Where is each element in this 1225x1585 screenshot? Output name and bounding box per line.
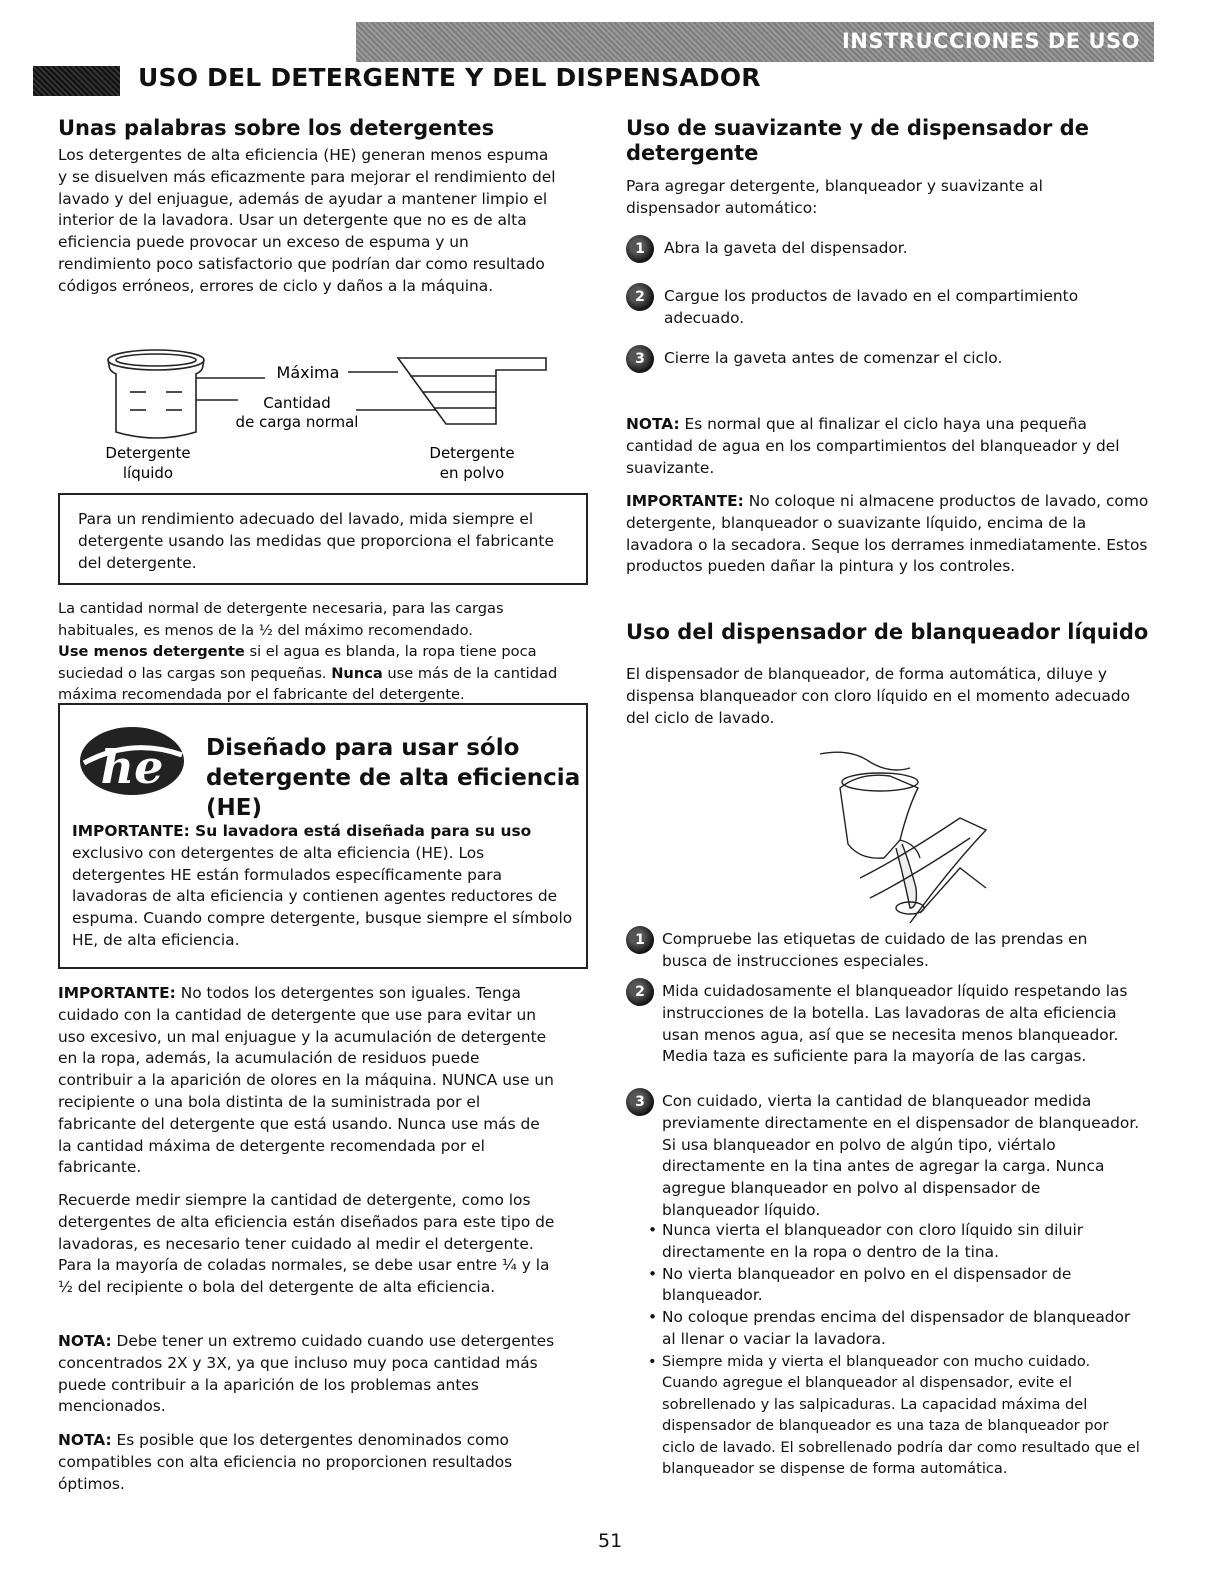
bullet-item: • Nunca vierta el blanqueador con cloro líquido sin diluir directamente en la ropa o dentro de la tina.	[646, 1220, 1146, 1264]
paragraph-dispenser-note	[626, 414, 1151, 479]
banner-title: INSTRUCCIONES DE USO	[841, 29, 1140, 53]
note1-text: Debe tener un extremo cuidado cuando use detergentes concentrados 2X y 3X, ya que incluso muy poca cantidad más puede contribuir a la aparición de los problemas antes mencionados.	[58, 1332, 555, 1416]
note1-label: NOTA:	[58, 1332, 112, 1350]
dispenser-important-text: No coloque ni almacene productos de lavado, como detergente, blanqueador o suavizante líquido, encima de la lavadora o la secadora. Seque los derrames inmediatamente. Estos productos pueden dañar la pintura y los controles.	[626, 492, 1149, 576]
header-banner	[356, 22, 1154, 62]
heading-bleach: Uso del dispensador de blanqueador líquido	[626, 620, 1149, 644]
bleach-bullet-list	[646, 1220, 1146, 1480]
he-title	[206, 733, 586, 823]
dispenser-note-label: NOTA:	[626, 415, 680, 433]
normal-amount-text: La cantidad normal de detergente necesaria, para las cargas habituales, es menos de la ½ del máximo recomendado.	[58, 600, 504, 639]
figure-label-normal-2: de carga normal	[235, 413, 359, 431]
pouring-bleach-illustration	[800, 748, 990, 923]
step-number-icon: 1	[626, 235, 654, 263]
paragraph-normal-amount	[58, 598, 588, 706]
dispenser-important-label: IMPORTANTE:	[626, 492, 744, 510]
he-title-line-2: detergente de alta eficiencia (HE)	[206, 765, 581, 821]
figure-label-powder-2: en polvo	[439, 464, 505, 482]
powder-scoop-icon	[348, 358, 546, 424]
detergent-measure-figure	[80, 338, 560, 488]
important-text: No todos los detergentes son iguales. Tenga cuidado con la cantidad de detergente que use para evitar un uso excesivo, un mal enjuague y la acumulación de detergente en la ropa, además, la acumulación de residuos puede contribuir a la aparición de olores en la máquina. NUNCA use un recipiente o una bola distinta de la suministrada por el fabricante del detergente que está usando. Nunca use más de la cantidad máxima de detergente recomendada por el fabricante.	[58, 984, 554, 1177]
he-notice-box	[58, 703, 588, 969]
heading-dispenser: Uso de suavizante y de dispensador de detergente	[626, 116, 1089, 165]
step-number-icon: 3	[626, 1088, 654, 1116]
paragraph-note-concentrated	[58, 1331, 558, 1418]
section-marker-bar	[33, 66, 120, 96]
step-number-icon: 2	[626, 978, 654, 1006]
he-important-label: IMPORTANTE: Su lavadora está diseñada para su uso	[72, 822, 532, 840]
figure-label-max: Máxima	[276, 363, 340, 382]
he-important-paragraph	[72, 821, 578, 952]
paragraph-dispenser-important	[626, 491, 1151, 578]
paragraph-note-compatible	[58, 1430, 558, 1495]
paragraph-important	[58, 983, 558, 1179]
step-number-icon: 2	[626, 283, 654, 311]
bullet-item: • Siempre mida y vierta el blanqueador con mucho cuidado. Cuando agregue el blanqueador al dispensador, evite el sobrellenado y las salpicaduras. La capacidad máxima del dispensador de blanqueador es una taza de blanqueador por ciclo de lavado. El sobrellenado podría dar como resultado que el blanqueador se dispense de forma automática.	[646, 1351, 1146, 1480]
page-number: 51	[598, 1530, 623, 1552]
important-label: IMPORTANTE:	[58, 984, 176, 1002]
paragraph-remember: Recuerde medir siempre la cantidad de detergente, como los detergentes de alta eficiencia están diseñados para este tipo de lavadoras, es necesario tener cuidado al medir el detergente. Para la mayoría de coladas normales, se debe usar entre ¼ y la ½ del recipiente o bola del detergente de alta eficiencia.	[58, 1191, 555, 1297]
paragraph-intro: Los detergentes de alta eficiencia (HE) generan menos espuma y se disuelven más eficazmente para mejorar el rendimiento del lavado y del enjuague, además de ayudar a mantener limpio el interior de la lavadora. Usar un detergente que no es de alta eficiencia puede provocar un exceso de espuma y un rendimiento poco satisfactorio que podrían dar como resultado códigos erróneos, errores de ciclo y daños a la máquina.	[58, 146, 556, 295]
figure-label-normal-1: Cantidad	[263, 394, 331, 412]
step-text: Compruebe las etiquetas de cuidado de las prendas en busca de instrucciones especiales.	[662, 930, 1088, 970]
figure-label-liquid-1: Detergente	[105, 444, 191, 462]
bleach-intro: El dispensador de blanqueador, de forma automática, diluye y dispensa blanqueador con cloro líquido en el momento adecuado del ciclo de lavado.	[626, 665, 1131, 727]
section-title: USO DEL DETERGENTE Y DEL DISPENSADOR	[138, 63, 761, 92]
step-number-icon: 1	[626, 926, 654, 954]
dispenser-note-text: Es normal que al finalizar el ciclo haya una pequeña cantidad de agua en los compartimientos del blanqueador y del suavizante.	[626, 415, 1120, 477]
note2-label: NOTA:	[58, 1431, 112, 1449]
step-text: Cargue los productos de lavado en el compartimiento adecuado.	[664, 287, 1079, 327]
dispenser-intro: Para agregar detergente, blanqueador y suavizante al dispensador automático:	[626, 177, 1043, 217]
he-important-text: exclusivo con detergentes de alta eficiencia (HE). Los detergentes HE están formulados específicamente para lavadoras de alta eficiencia y contienen agentes reductores de espuma. Cuando compre detergente, busque siempre el símbolo HE, de alta eficiencia.	[72, 843, 573, 949]
figure-label-powder-1: Detergente	[429, 444, 515, 462]
dispenser-step	[626, 235, 1146, 265]
dispenser-step	[626, 345, 1146, 375]
measure-notice-text: Para un rendimiento adecuado del lavado, mida siempre el detergente usando las medidas que proporciona el fabricante del detergente.	[78, 510, 554, 572]
he-logo-icon	[78, 725, 186, 797]
step-text: Mida cuidadosamente el blanqueador líquido respetando las instrucciones de la botella. Las lavadoras de alta eficiencia usan menos agua, así que se necesita menos blanqueador. Media taza es suficiente para la mayoría de las cargas.	[662, 982, 1128, 1066]
use-less-label: Use menos detergente	[58, 643, 245, 660]
step-text: Con cuidado, vierta la cantidad de blanqueador medida previamente directamente en el dispensador de blanqueador. Si usa blanqueador en polvo de algún tipo, viértalo directamente en la tina antes de agregar la carga. Nunca agregue blanqueador en polvo al dispensador de blanqueador líquido.	[662, 1092, 1140, 1219]
he-title-line-1: Diseñado para usar sólo	[206, 735, 520, 761]
use-less-text: si el agua es blanda, la ropa tiene poca suciedad o las cargas son pequeñas.	[58, 643, 537, 682]
note2-text: Es posible que los detergentes denominados como compatibles con alta eficiencia no proporcionen resultados óptimos.	[58, 1431, 513, 1493]
never-text: use más de la cantidad máxima recomendada por el fabricante del detergente.	[58, 664, 558, 703]
heading-detergents: Unas palabras sobre los detergentes	[58, 116, 495, 140]
step-number-icon: 3	[626, 345, 654, 373]
dispenser-step	[626, 283, 1146, 329]
step-text: Abra la gaveta del dispensador.	[664, 239, 908, 257]
measure-notice-box	[58, 493, 588, 585]
bullet-item: • No vierta blanqueador en polvo en el dispensador de blanqueador.	[646, 1264, 1146, 1308]
figure-label-liquid-2: líquido	[122, 464, 174, 482]
step-text: Cierre la gaveta antes de comenzar el ciclo.	[664, 349, 1003, 367]
never-label: Nunca	[331, 664, 383, 682]
bullet-item: • No coloque prendas encima del dispensador de blanqueador al llenar o vaciar la lavadora.	[646, 1307, 1146, 1351]
he-logo-text: he	[100, 740, 164, 794]
